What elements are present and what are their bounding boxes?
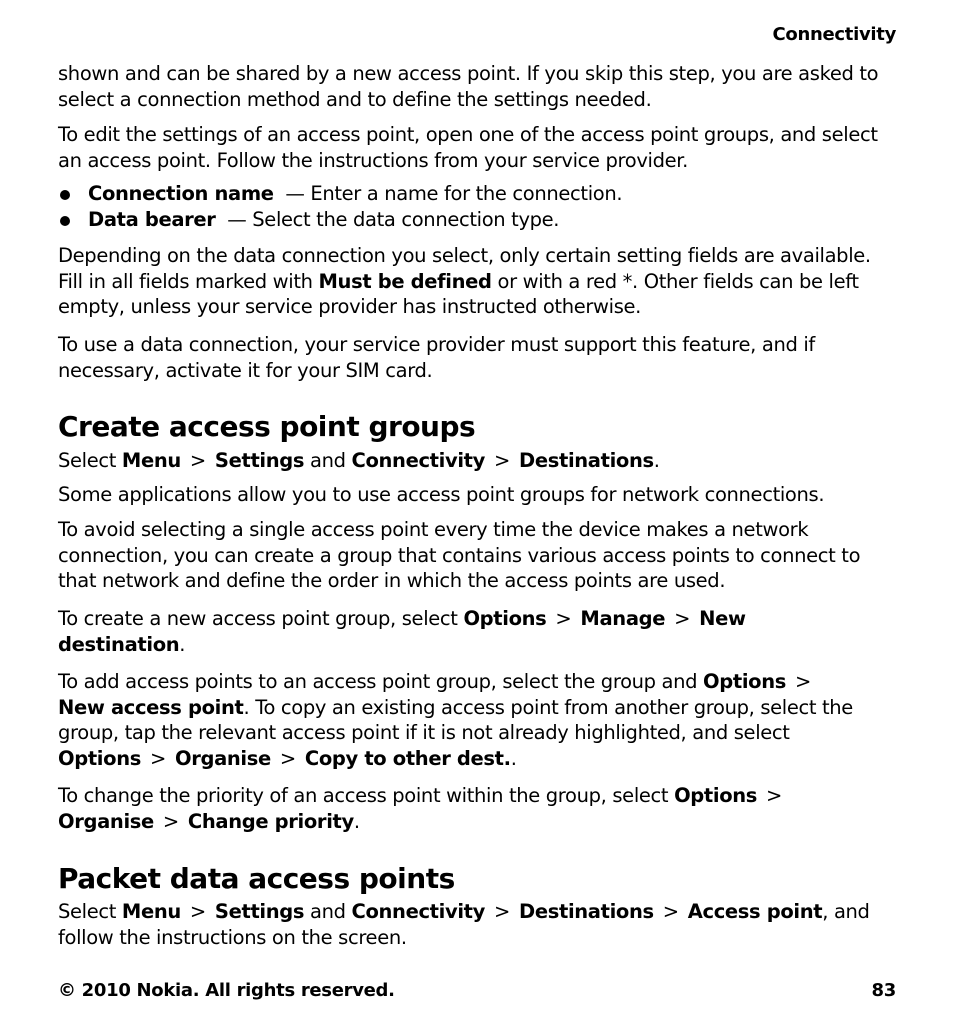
- paragraph-avoid-selecting: To avoid selecting a single access point every time the device makes a network connection, you can create a group that contains various access points to connect to that network and define the order in which the access points are used.: [58, 518, 861, 592]
- section-header: Connectivity: [772, 24, 896, 45]
- heading-create-access-point-groups: Create access point groups: [58, 410, 476, 443]
- bullet-desc: — Enter a name for the connection.: [285, 182, 623, 205]
- bullet-term: Data bearer: [88, 208, 216, 231]
- heading-packet-data-access-points: Packet data access points: [58, 862, 455, 895]
- menu-path-access-point: Select Menu > Settings and Connectivity > Destinations > Access point, and follow the instructions on the screen.: [58, 900, 870, 949]
- menu-path-destinations: Select Menu > Settings and Connectivity > Destinations.: [58, 449, 660, 472]
- page-footer: [58, 978, 896, 1004]
- bullet-desc: — Select the data connection type.: [227, 208, 560, 231]
- bullet-dot-icon: [60, 216, 70, 226]
- copyright-text: © 2010 Nokia. All rights reserved.: [58, 980, 395, 1001]
- bullet-dot-icon: [60, 190, 70, 200]
- paragraph-data-connection: To use a data connection, your service provider must support this feature, and if necessary, activate it for your SIM card.: [58, 333, 815, 382]
- page-number: 83: [871, 980, 896, 1001]
- paragraph-add-access-points: To add access points to an access point group, select the group and Options > New access point. To copy an existing access point from another group, select the group, tap the relevant access point if it is not already highlighted, and select Options > Organise > Copy to other dest..: [58, 670, 853, 770]
- bullet-term: Connection name: [88, 182, 274, 205]
- paragraph-create-group: To create a new access point group, select Options > Manage > New destination.: [58, 607, 746, 656]
- paragraph-setting-fields: Depending on the data connection you select, only certain setting fields are available. Fill in all fields marked with Must be defined or with a red *. Other fields can be left empty, unless your service provider has instructed otherwise.: [58, 244, 871, 318]
- paragraph-change-priority: To change the priority of an access point within the group, select Options > Organise > Change priority.: [58, 784, 783, 833]
- paragraph-intro: shown and can be shared by a new access point. If you skip this step, you are asked to select a connection method and to define the settings needed.: [58, 62, 879, 111]
- must-be-defined-label: Must be defined: [318, 269, 492, 293]
- paragraph-edit-settings: To edit the settings of an access point, open one of the access point groups, and select an access point. Follow the instructions from your service provider.: [58, 123, 878, 172]
- paragraph-applications: Some applications allow you to use access point groups for network connections.: [58, 483, 825, 506]
